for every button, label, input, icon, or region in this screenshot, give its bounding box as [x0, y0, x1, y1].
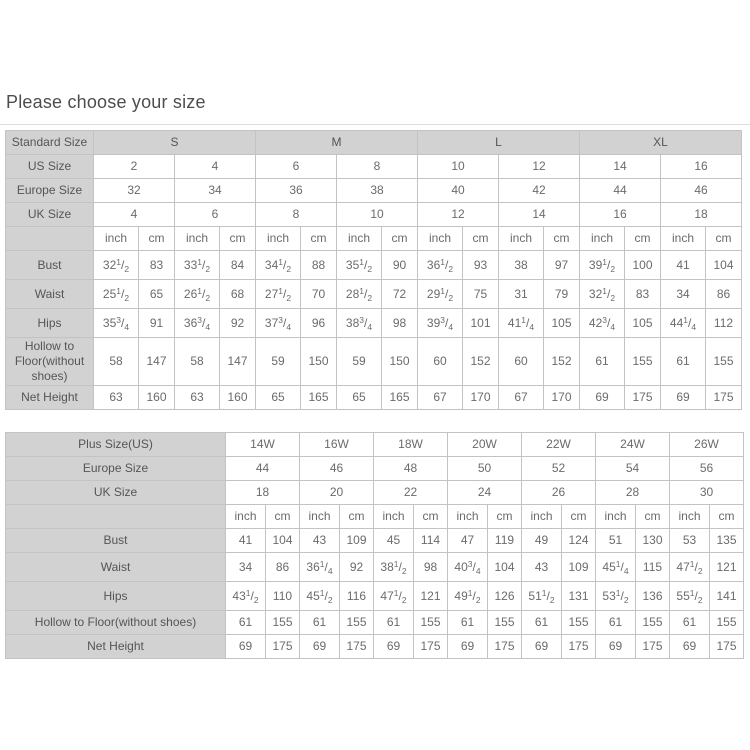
unit-header-spacer	[6, 227, 94, 251]
measure-value-cell: 41	[661, 251, 706, 280]
unit-header-row	[6, 227, 742, 251]
measure-value-cell: 58	[175, 338, 220, 386]
size-info-row	[6, 457, 744, 481]
unit-cm-cell: cm	[414, 505, 448, 529]
measure-value-cell: 135	[710, 529, 744, 553]
measure-value-cell: 61	[374, 611, 414, 635]
unit-inch-cell: inch	[337, 227, 382, 251]
measure-value-cell: 43	[522, 553, 562, 582]
size-value-cell: 16	[580, 203, 661, 227]
measure-value-cell: $27^1/_2$	[256, 280, 301, 309]
size-value-cell: 2	[94, 155, 175, 179]
size-cell: 26W	[670, 433, 744, 457]
measure-value-cell: 69	[522, 635, 562, 659]
measure-value-cell: $38^1/_2$	[374, 553, 414, 582]
size-cell: S	[94, 131, 256, 155]
measure-value-cell: 98	[414, 553, 448, 582]
measure-value-cell: 136	[636, 582, 670, 611]
size-value-cell: 12	[499, 155, 580, 179]
measure-value-cell: 83	[625, 280, 661, 309]
size-value-cell: 50	[448, 457, 522, 481]
measure-value-cell: 175	[625, 386, 661, 410]
measure-value-cell: 97	[544, 251, 580, 280]
measure-value-cell: 155	[414, 611, 448, 635]
unit-cm-cell: cm	[625, 227, 661, 251]
measure-value-cell: $28^1/_2$	[337, 280, 382, 309]
measure-value-cell: $32^1/_2$	[94, 251, 139, 280]
size-value-cell: 52	[522, 457, 596, 481]
row-label: Waist	[6, 553, 226, 582]
size-value-cell: 44	[226, 457, 300, 481]
measure-value-cell: 109	[340, 529, 374, 553]
size-value-cell: 48	[374, 457, 448, 481]
measure-value-cell: 114	[414, 529, 448, 553]
measure-value-cell: 49	[522, 529, 562, 553]
unit-inch-cell: inch	[175, 227, 220, 251]
measure-value-cell: $35^1/_2$	[337, 251, 382, 280]
measure-value-cell: $40^3/_4$	[448, 553, 488, 582]
measure-value-cell: 98	[382, 309, 418, 338]
size-cell: 14W	[226, 433, 300, 457]
measure-value-cell: 67	[499, 386, 544, 410]
measure-value-cell: 92	[220, 309, 256, 338]
measure-value-cell: 59	[337, 338, 382, 386]
measure-value-cell: 175	[636, 635, 670, 659]
measure-value-cell: 69	[670, 635, 710, 659]
measure-value-cell: 175	[488, 635, 522, 659]
measure-row	[6, 611, 744, 635]
unit-cm-cell: cm	[488, 505, 522, 529]
measure-value-cell: $25^1/_2$	[94, 280, 139, 309]
measure-row	[6, 386, 742, 410]
unit-inch-cell: inch	[300, 505, 340, 529]
measure-value-cell: 84	[220, 251, 256, 280]
measure-value-cell: 86	[266, 553, 300, 582]
size-cell: 20W	[448, 433, 522, 457]
measure-value-cell: $51^1/_2$	[522, 582, 562, 611]
measure-value-cell: 60	[418, 338, 463, 386]
measure-value-cell: 59	[256, 338, 301, 386]
measure-value-cell: 110	[266, 582, 300, 611]
size-cell: 22W	[522, 433, 596, 457]
measure-value-cell: 65	[139, 280, 175, 309]
measure-value-cell: $49^1/_2$	[448, 582, 488, 611]
measure-value-cell: 175	[266, 635, 300, 659]
measure-value-cell: 109	[562, 553, 596, 582]
measure-value-cell: 105	[625, 309, 661, 338]
row-label: Hollow to Floor(without shoes)	[6, 611, 226, 635]
row-label: Net Height	[6, 635, 226, 659]
measure-value-cell: 121	[710, 553, 744, 582]
measure-value-cell: 69	[448, 635, 488, 659]
measure-value-cell: 38	[499, 251, 544, 280]
unit-cm-cell: cm	[382, 227, 418, 251]
measure-value-cell: 69	[596, 635, 636, 659]
measure-value-cell: $36^1/_2$	[418, 251, 463, 280]
unit-inch-cell: inch	[374, 505, 414, 529]
measure-value-cell: 69	[580, 386, 625, 410]
measure-value-cell: 31	[499, 280, 544, 309]
measure-value-cell: 175	[562, 635, 596, 659]
measure-value-cell: $42^3/_4$	[580, 309, 625, 338]
unit-cm-cell: cm	[463, 227, 499, 251]
size-cell: XL	[580, 131, 742, 155]
measure-row	[6, 309, 742, 338]
size-value-cell: 34	[175, 179, 256, 203]
measure-value-cell: 92	[340, 553, 374, 582]
measure-value-cell: 175	[706, 386, 742, 410]
row-label: US Size	[6, 155, 94, 179]
measure-value-cell: 83	[139, 251, 175, 280]
page-title: Please choose your size	[6, 92, 206, 112]
unit-inch-cell: inch	[670, 505, 710, 529]
measure-value-cell: $45^1/_2$	[300, 582, 340, 611]
unit-cm-cell: cm	[266, 505, 300, 529]
measure-value-cell: 175	[340, 635, 374, 659]
measure-value-cell: 58	[94, 338, 139, 386]
row-label: Bust	[6, 529, 226, 553]
row-label: UK Size	[6, 481, 226, 505]
measure-value-cell: 65	[256, 386, 301, 410]
measure-row	[6, 553, 744, 582]
size-value-cell: 14	[499, 203, 580, 227]
size-value-cell: 46	[300, 457, 374, 481]
measure-value-cell: 104	[706, 251, 742, 280]
measure-row	[6, 582, 744, 611]
measure-value-cell: 47	[448, 529, 488, 553]
measure-value-cell: 155	[266, 611, 300, 635]
measure-value-cell: 70	[301, 280, 337, 309]
measure-value-cell: 147	[139, 338, 175, 386]
size-value-cell: 36	[256, 179, 337, 203]
measure-value-cell: 63	[175, 386, 220, 410]
unit-inch-cell: inch	[418, 227, 463, 251]
size-cell: 16W	[300, 433, 374, 457]
table-gap	[5, 410, 745, 432]
measure-value-cell: 104	[488, 553, 522, 582]
measure-value-cell: $47^1/_2$	[374, 582, 414, 611]
unit-cm-cell: cm	[220, 227, 256, 251]
size-value-cell: 54	[596, 457, 670, 481]
size-value-cell: 24	[448, 481, 522, 505]
measure-value-cell: 69	[661, 386, 706, 410]
measure-value-cell: $53^1/_2$	[596, 582, 636, 611]
size-value-cell: 8	[337, 155, 418, 179]
size-header-label: Standard Size	[6, 131, 94, 155]
size-info-row	[6, 203, 742, 227]
measure-value-cell: 68	[220, 280, 256, 309]
measure-value-cell: 88	[301, 251, 337, 280]
measure-value-cell: 155	[340, 611, 374, 635]
unit-inch-cell: inch	[226, 505, 266, 529]
measure-value-cell: 45	[374, 529, 414, 553]
unit-inch-cell: inch	[661, 227, 706, 251]
measure-value-cell: 126	[488, 582, 522, 611]
unit-cm-cell: cm	[706, 227, 742, 251]
size-cell: M	[256, 131, 418, 155]
measure-value-cell: 51	[596, 529, 636, 553]
unit-header-row	[6, 505, 744, 529]
measure-value-cell: 175	[414, 635, 448, 659]
size-value-cell: 12	[418, 203, 499, 227]
measure-value-cell: 155	[625, 338, 661, 386]
measure-value-cell: 155	[636, 611, 670, 635]
size-value-cell: 44	[580, 179, 661, 203]
size-value-cell: 38	[337, 179, 418, 203]
size-value-cell: 20	[300, 481, 374, 505]
measure-value-cell: 116	[340, 582, 374, 611]
size-info-row	[6, 155, 742, 179]
measure-value-cell: 115	[636, 553, 670, 582]
row-label: UK Size	[6, 203, 94, 227]
measure-value-cell: $43^1/_2$	[226, 582, 266, 611]
measure-value-cell: 67	[418, 386, 463, 410]
row-label: Hollow to Floor(without shoes)	[6, 338, 94, 386]
size-cell: 18W	[374, 433, 448, 457]
size-value-cell: 16	[661, 155, 742, 179]
measure-value-cell: 61	[300, 611, 340, 635]
measure-value-cell: $32^1/_2$	[580, 280, 625, 309]
standard-size-table	[5, 130, 742, 410]
size-value-cell: 30	[670, 481, 744, 505]
measure-value-cell: 101	[463, 309, 499, 338]
measure-value-cell: 100	[625, 251, 661, 280]
measure-value-cell: 93	[463, 251, 499, 280]
measure-value-cell: 41	[226, 529, 266, 553]
measure-value-cell: $47^1/_2$	[670, 553, 710, 582]
size-value-cell: 18	[226, 481, 300, 505]
unit-inch-cell: inch	[448, 505, 488, 529]
measure-value-cell: 96	[301, 309, 337, 338]
measure-row	[6, 635, 744, 659]
measure-value-cell: 170	[544, 386, 580, 410]
measure-value-cell: $39^3/_4$	[418, 309, 463, 338]
measure-value-cell: 79	[544, 280, 580, 309]
measure-row	[6, 280, 742, 309]
size-value-cell: 40	[418, 179, 499, 203]
measure-value-cell: 75	[463, 280, 499, 309]
size-info-row	[6, 179, 742, 203]
measure-value-cell: 61	[226, 611, 266, 635]
size-header-row	[6, 433, 744, 457]
size-value-cell: 56	[670, 457, 744, 481]
size-cell: 24W	[596, 433, 670, 457]
unit-cm-cell: cm	[562, 505, 596, 529]
measure-value-cell: 160	[220, 386, 256, 410]
measure-value-cell: $36^1/_4$	[300, 553, 340, 582]
size-value-cell: 26	[522, 481, 596, 505]
measure-value-cell: 112	[706, 309, 742, 338]
measure-value-cell: 60	[499, 338, 544, 386]
measure-value-cell: 141	[710, 582, 744, 611]
measure-value-cell: 155	[706, 338, 742, 386]
measure-value-cell: 130	[636, 529, 670, 553]
size-value-cell: 4	[94, 203, 175, 227]
unit-cm-cell: cm	[636, 505, 670, 529]
measure-value-cell: 152	[463, 338, 499, 386]
measure-value-cell: $35^3/_4$	[94, 309, 139, 338]
measure-value-cell: 72	[382, 280, 418, 309]
plus-size-table	[5, 432, 744, 659]
size-value-cell: 42	[499, 179, 580, 203]
row-label: Hips	[6, 309, 94, 338]
row-label: Net Height	[6, 386, 94, 410]
measure-value-cell: 69	[374, 635, 414, 659]
measure-value-cell: 91	[139, 309, 175, 338]
row-label: Europe Size	[6, 457, 226, 481]
size-value-cell: 46	[661, 179, 742, 203]
measure-value-cell: 61	[580, 338, 625, 386]
measure-value-cell: 170	[463, 386, 499, 410]
measure-value-cell: 69	[226, 635, 266, 659]
measure-value-cell: 155	[488, 611, 522, 635]
measure-value-cell: 147	[220, 338, 256, 386]
measure-value-cell: $55^1/_2$	[670, 582, 710, 611]
unit-cm-cell: cm	[139, 227, 175, 251]
measure-value-cell: 152	[544, 338, 580, 386]
measure-value-cell: 105	[544, 309, 580, 338]
size-value-cell: 6	[175, 203, 256, 227]
measure-value-cell: 86	[706, 280, 742, 309]
unit-inch-cell: inch	[522, 505, 562, 529]
measure-value-cell: 119	[488, 529, 522, 553]
measure-value-cell: $26^1/_2$	[175, 280, 220, 309]
measure-value-cell: 34	[226, 553, 266, 582]
measure-value-cell: 34	[661, 280, 706, 309]
size-value-cell: 10	[337, 203, 418, 227]
size-value-cell: 8	[256, 203, 337, 227]
measure-value-cell: $41^1/_4$	[499, 309, 544, 338]
measure-value-cell: 165	[301, 386, 337, 410]
measure-value-cell: 43	[300, 529, 340, 553]
unit-inch-cell: inch	[580, 227, 625, 251]
size-info-row	[6, 481, 744, 505]
row-label: Hips	[6, 582, 226, 611]
measure-value-cell: 61	[448, 611, 488, 635]
measure-value-cell: 104	[266, 529, 300, 553]
measure-value-cell: $37^3/_4$	[256, 309, 301, 338]
size-value-cell: 6	[256, 155, 337, 179]
measure-row	[6, 529, 744, 553]
measure-value-cell: 61	[596, 611, 636, 635]
row-label: Bust	[6, 251, 94, 280]
measure-value-cell: $44^1/_4$	[661, 309, 706, 338]
size-value-cell: 28	[596, 481, 670, 505]
unit-header-spacer	[6, 505, 226, 529]
measure-value-cell: $45^1/_4$	[596, 553, 636, 582]
size-cell: L	[418, 131, 580, 155]
unit-cm-cell: cm	[710, 505, 744, 529]
row-label: Waist	[6, 280, 94, 309]
size-header-row	[6, 131, 742, 155]
measure-value-cell: 150	[382, 338, 418, 386]
row-label: Europe Size	[6, 179, 94, 203]
measure-value-cell: 69	[300, 635, 340, 659]
measure-value-cell: 160	[139, 386, 175, 410]
size-value-cell: 14	[580, 155, 661, 179]
measure-value-cell: 175	[710, 635, 744, 659]
unit-cm-cell: cm	[544, 227, 580, 251]
size-value-cell: 32	[94, 179, 175, 203]
measure-value-cell: 90	[382, 251, 418, 280]
measure-value-cell: 53	[670, 529, 710, 553]
measure-value-cell: $38^3/_4$	[337, 309, 382, 338]
measure-value-cell: 155	[562, 611, 596, 635]
measure-value-cell: $34^1/_2$	[256, 251, 301, 280]
measure-value-cell: 150	[301, 338, 337, 386]
measure-value-cell: 61	[670, 611, 710, 635]
measure-value-cell: 61	[522, 611, 562, 635]
measure-value-cell: 65	[337, 386, 382, 410]
size-value-cell: 22	[374, 481, 448, 505]
measure-value-cell: $29^1/_2$	[418, 280, 463, 309]
measure-value-cell: $36^3/_4$	[175, 309, 220, 338]
measure-value-cell: 61	[661, 338, 706, 386]
measure-value-cell: 121	[414, 582, 448, 611]
unit-cm-cell: cm	[301, 227, 337, 251]
size-value-cell: 18	[661, 203, 742, 227]
unit-inch-cell: inch	[256, 227, 301, 251]
divider	[0, 124, 750, 125]
measure-value-cell: 63	[94, 386, 139, 410]
measure-value-cell: 165	[382, 386, 418, 410]
size-value-cell: 4	[175, 155, 256, 179]
size-value-cell: 10	[418, 155, 499, 179]
measure-value-cell: $39^1/_2$	[580, 251, 625, 280]
unit-inch-cell: inch	[499, 227, 544, 251]
unit-inch-cell: inch	[94, 227, 139, 251]
measure-value-cell: 155	[710, 611, 744, 635]
unit-cm-cell: cm	[340, 505, 374, 529]
measure-value-cell: 131	[562, 582, 596, 611]
size-header-label: Plus Size(US)	[6, 433, 226, 457]
unit-inch-cell: inch	[596, 505, 636, 529]
measure-row	[6, 338, 742, 386]
measure-row	[6, 251, 742, 280]
measure-value-cell: 124	[562, 529, 596, 553]
measure-value-cell: $33^1/_2$	[175, 251, 220, 280]
